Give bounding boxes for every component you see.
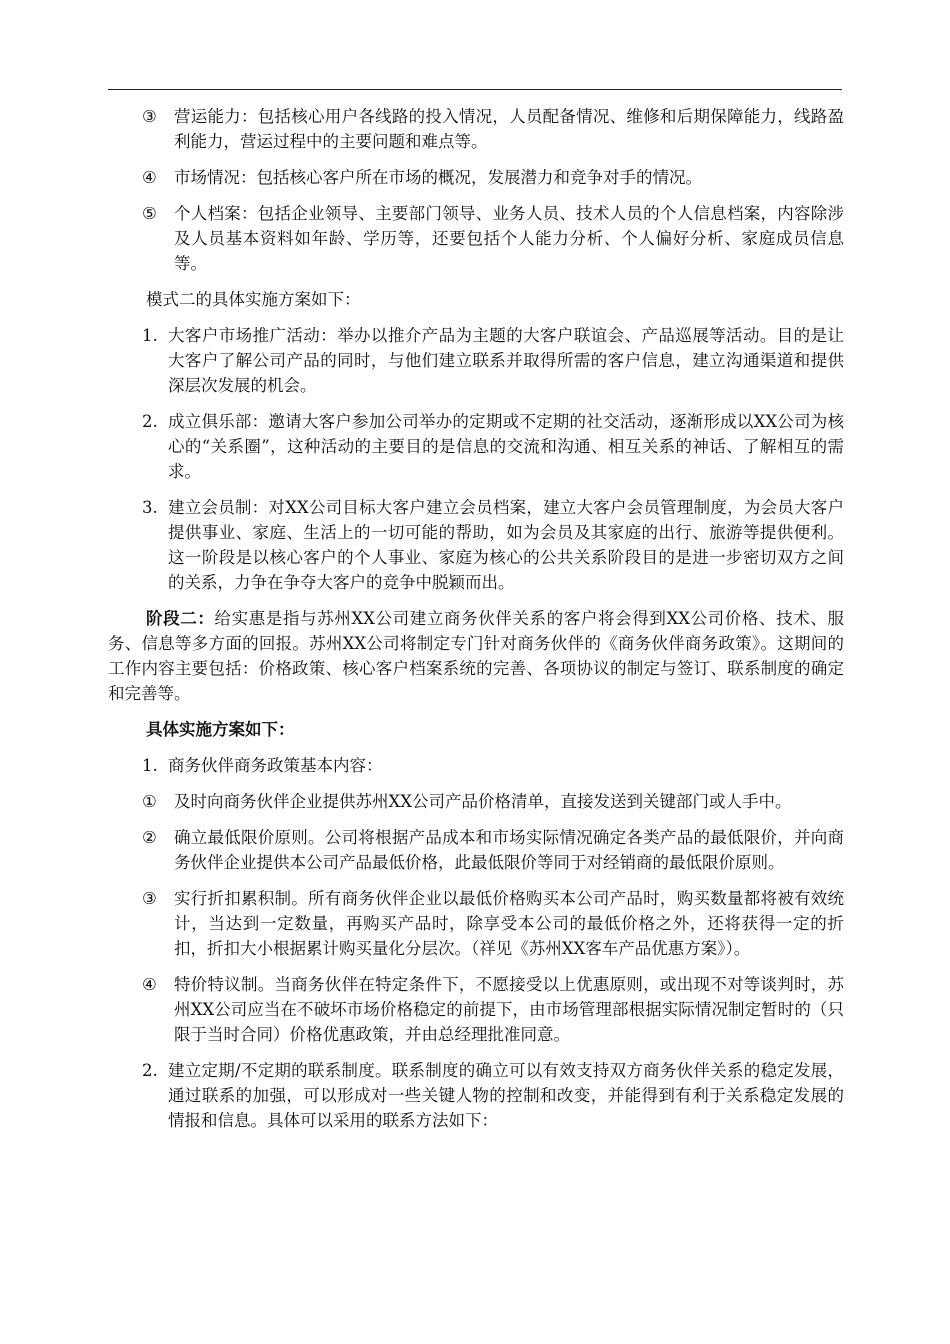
item-marker: ③ xyxy=(142,889,157,908)
document-body xyxy=(108,104,844,1144)
item-text: 成立俱乐部：邀请大客户参加公司举办的定期或不定期的社交活动，逐渐形成以XX公司为核心的“关系圈”，这种活动的主要目的是信息的交流和沟通、相互关系的神话、了解相互的需求。 xyxy=(168,412,844,481)
item-marker: ③ xyxy=(142,107,157,126)
item-marker: ④ xyxy=(142,168,157,187)
item-text: 市场情况：包括核心客户所在市场的概况，发展潜力和竞争对手的情况。 xyxy=(174,168,702,187)
mode2-heading: 模式二的具体实施方案如下： xyxy=(146,290,361,309)
plan-heading: 具体实施方案如下： xyxy=(146,720,295,739)
item-text: 实行折扣累积制。所有商务伙伴企业以最低价格购买本公司产品时，购买数量都将被有效统计，当达到一定数量，再购买产品时，除享受本公司的最低价格之外，还将获得一定的折扣，折扣大小根据累计购买量化分层次。（祥见《苏州XX客车产品优惠方案》）。 xyxy=(174,889,844,958)
item-marker: ① xyxy=(142,792,157,811)
item-marker: ⑤ xyxy=(142,204,157,223)
stage2-paragraph xyxy=(108,606,844,706)
list-item xyxy=(108,409,844,484)
list-item xyxy=(108,825,844,875)
item-text: 营运能力：包括核心用户各线路的投入情况，人员配备情况、维修和后期保障能力，线路盈利能力，营运过程中的主要问题和难点等。 xyxy=(174,107,844,151)
item-marker: 1. xyxy=(142,326,158,345)
item-marker: 2. xyxy=(142,412,158,431)
item-text: 建立定期/不定期的联系制度。联系制度的确立可以有效支持双方商务伙伴关系的稳定发展，通过联系的加强，可以形成对一些关键人物的控制和改变，并能得到有利于关系稳定发展的情报和信息。具体可以采用的联系方法如下： xyxy=(168,1061,844,1130)
item-text: 大客户市场推广活动：举办以推介产品为主题的大客户联谊会、产品巡展等活动。目的是让大客户了解公司产品的同时，与他们建立联系并取得所需的客户信息，建立沟通渠道和提供深层次发展的机会。 xyxy=(168,326,844,395)
item-text: 及时向商务伙伴企业提供苏州XX公司产品价格清单，直接发送到关键部门或人手中。 xyxy=(174,792,792,811)
header-rule xyxy=(108,89,842,90)
item-marker: ④ xyxy=(142,975,157,994)
list-item xyxy=(108,1058,844,1133)
item-marker: ② xyxy=(142,828,157,847)
list-item xyxy=(108,886,844,961)
list-item xyxy=(108,104,844,154)
stage2-text: 给实惠是指与苏州XX公司建立商务伙伴关系的客户将会得到XX公司价格、技术、服务、信息等多方面的回报。苏州XX公司将制定专门针对商务伙伴的《商务伙伴商务政策》。这期间的工作内容主要包括：价格政策、核心客户档案系统的完善、各项协议的制定与签订、联系制度的确定和完善等。 xyxy=(108,609,844,703)
item-marker: 1. xyxy=(142,756,158,775)
list-item xyxy=(108,495,844,595)
list-item xyxy=(108,753,844,778)
stage2-label: 阶段二： xyxy=(146,609,215,628)
list-item xyxy=(108,201,844,276)
item-text: 特价特议制。当商务伙伴在特定条件下，不愿接受以上优惠原则，或出现不对等谈判时，苏州XX公司应当在不破坏市场价格稳定的前提下，由市场管理部根据实际情况制定暂时的（只限于当时合同）价格优惠政策，并由总经理批准同意。 xyxy=(174,975,844,1044)
item-text: 建立会员制：对XX公司目标大客户建立会员档案，建立大客户会员管理制度，为会员大客户提供事业、家庭、生活上的一切可能的帮助，如为会员及其家庭的出行、旅游等提供便利。这一阶段是以核心客户的个人事业、家庭为核心的公共关系阶段目的是进一步密切双方之间的关系，力争在争夺大客户的竞争中脱颖而出。 xyxy=(168,498,844,592)
list-item xyxy=(108,972,844,1047)
item-text: 商务伙伴商务政策基本内容： xyxy=(168,756,383,775)
item-text: 个人档案：包括企业领导、主要部门领导、业务人员、技术人员的个人信息档案，内容除涉及人员基本资料如年龄、学历等，还要包括个人能力分析、个人偏好分析、家庭成员信息等。 xyxy=(174,204,844,273)
item-marker: 3. xyxy=(142,498,158,517)
list-item xyxy=(108,323,844,398)
item-text: 确立最低限价原则。公司将根据产品成本和市场实际情况确定各类产品的最低限价，并向商务伙伴企业提供本公司产品最低价格，此最低限价等同于对经销商的最低限价原则。 xyxy=(174,828,844,872)
list-item xyxy=(108,789,844,814)
list-item xyxy=(108,165,844,190)
item-marker: 2. xyxy=(142,1061,158,1080)
